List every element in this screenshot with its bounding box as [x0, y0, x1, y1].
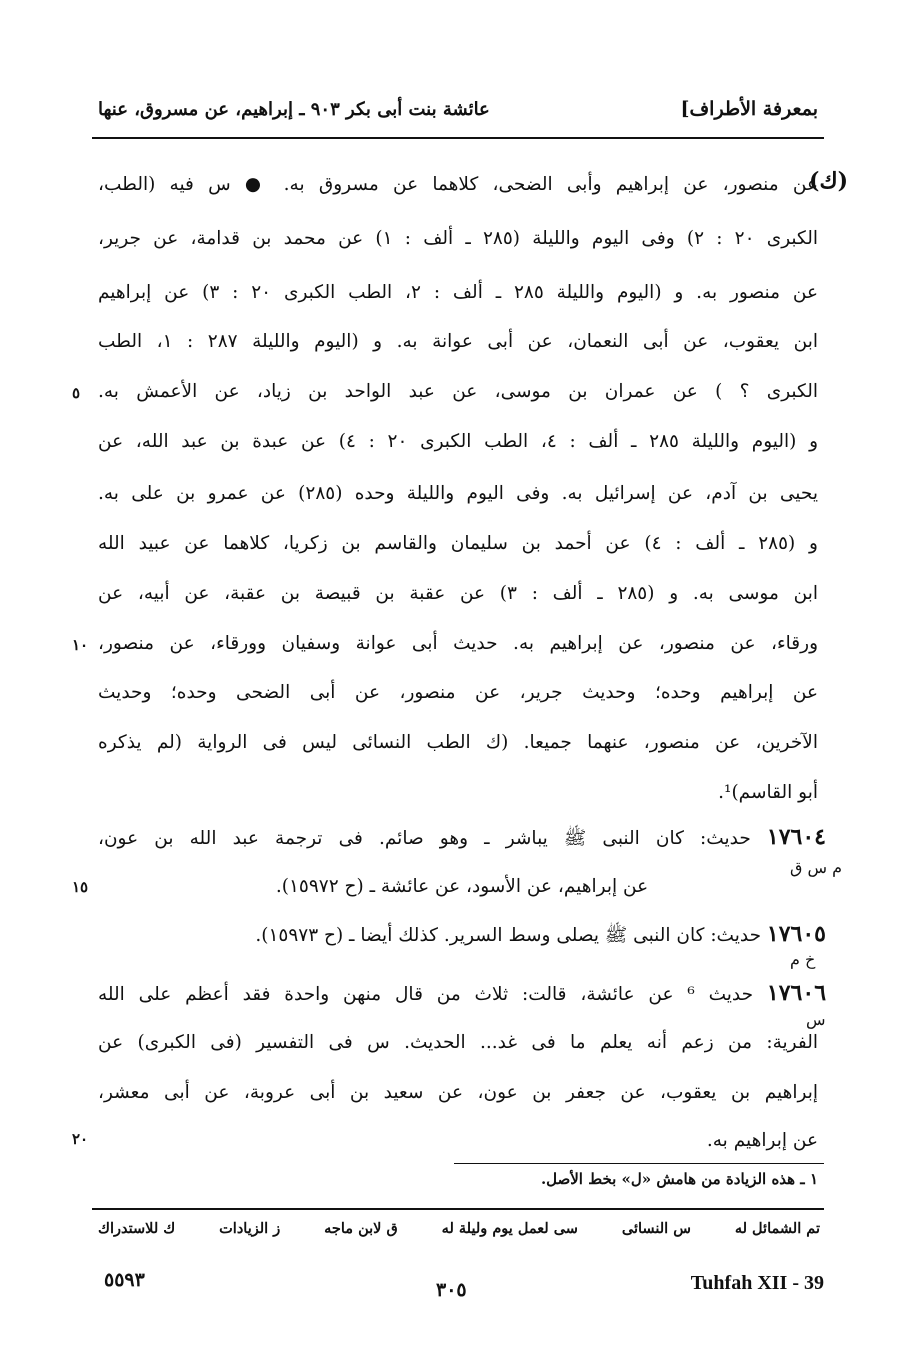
volume-signature: Tuhfah XII - 39 [690, 1272, 824, 1294]
running-head-title: عائشة بنت أبى بكر ٩٠٣ ـ إبراهيم، عن مسروق، عنها [98, 98, 490, 120]
header-rule [92, 137, 824, 139]
entry-number: ١٧٦٠٥ [766, 921, 826, 947]
hadith-entry-17604 [98, 820, 826, 854]
text-line: ابن موسى به. و (٢٨٥ ـ ألف : ٣) عن عقبة بن قبيصة بن عقبة، عن أبيه، عن [98, 583, 818, 604]
legend-item: ق لابن ماجه [324, 1220, 398, 1237]
text-line: الآخرين، عن منصور، عنهما جميعا. (ك الطب النسائى ليس فى الرواية (لم يذكره [98, 732, 818, 753]
running-head-section: بمعرفة الأطراف] [680, 98, 818, 120]
hadith-entry-17605 [98, 917, 826, 951]
line-number: ٢٠ [72, 1130, 89, 1148]
footnote: ١ ـ هذه الزيادة من هامش «ل» بخط الأصل. [540, 1170, 818, 1188]
entry-text: عن إبراهيم، عن الأسود، عن عائشة ـ (ح ١٥٩٧٢). [275, 876, 649, 897]
line-number: ١٥ [72, 878, 89, 896]
legend-rule [92, 1208, 824, 1210]
text-line: عن إبراهيم به. [706, 1130, 818, 1151]
page-number: ٣٠٥ [436, 1279, 467, 1301]
text-line: يحيى بن آدم، عن إسرائيل به. وفى اليوم والليلة وحده (٢٨٥) عن عمرو بن على به. [98, 483, 818, 504]
text-line: أبو القاسم)¹. [718, 782, 818, 803]
legend-item: ك للاستدراك [98, 1220, 176, 1237]
text-line: و (٢٨٥ ـ ألف : ٤) عن أحمد بن سليمان والقاسم بن زكريا، كلاهما عن عبيد الله [98, 533, 818, 554]
entry-sigla: م س ق [790, 858, 843, 877]
legend-item: س النسائى [621, 1220, 691, 1237]
running-head [98, 92, 818, 126]
text-line: إبراهيم بن يعقوب، عن جعفر بن عون، عن سعيد بن أبى عروبة، عن أبى معشر، [98, 1082, 818, 1103]
legend-item: سى لعمل يوم وليلة له [441, 1220, 578, 1237]
legend-item: تم الشمائل له [734, 1220, 820, 1237]
abbreviation-legend [98, 1220, 820, 1237]
text-line: الكبرى ٢٠ : ٢) وفى اليوم والليلة (٢٨٥ ـ ألف : ١) عن محمد بن قدامة، عن جرير، [98, 228, 818, 249]
text-line: عن منصور به. و (اليوم والليلة ٢٨٥ ـ ألف : ٢، الطب الكبرى ٢٠ : ٣) عن إبراهيم [98, 282, 818, 303]
text-line: و (اليوم والليلة ٢٨٥ ـ ألف : ٤، الطب الكبرى ٢٠ : ٤) عن عبدة بن عبد الله، عن [98, 431, 818, 452]
legend-item: ز الزيادات [219, 1220, 281, 1237]
text-line: الفرية: من زعم أنه يعلم ما فى غد... الحديث. س فى التفسير (فى الكبرى) عن [98, 1032, 818, 1053]
entry-text: حديث ⁶ عن عائشة، قالت: ثلاث من قال منهن واحدة فقد أعظم على الله [98, 984, 754, 1005]
siglum-mark: (ك) [809, 168, 848, 194]
entry-sigla: خ م [790, 950, 816, 969]
hadith-entry-17606 [98, 976, 826, 1010]
footer-running-number: ٥٥٩٣ [104, 1269, 145, 1291]
line-number: ١٠ [72, 636, 89, 654]
entry-sigla: س [806, 1010, 826, 1029]
entry-number: ١٧٦٠٤ [766, 824, 826, 850]
entry-text: حديث: كان النبى ﷺ يصلى وسط السرير. كذلك أيضا ـ (ح ١٥٩٧٣). [255, 925, 762, 946]
text-line: عن منصور، عن إبراهيم وأبى الضحى، كلاهما عن مسروق به. ● س فيه (الطب، [98, 174, 818, 195]
footnote-rule [454, 1163, 824, 1164]
line-number: ٥ [72, 384, 81, 402]
text-line: عن إبراهيم وحده؛ وحديث جرير، عن منصور، عن أبى الضحى وحده؛ وحديث [98, 682, 818, 703]
entry-number: ١٧٦٠٦ [766, 980, 826, 1006]
entry-text: حديث: كان النبى ﷺ يباشر ـ وهو صائم. فى ترجمة عبد الله بن عون، [98, 828, 751, 849]
text-line: ورقاء، عن منصور، عن إبراهيم به. حديث أبى عوانة وسفيان وورقاء، عن منصور، [98, 633, 818, 654]
text-line: ابن يعقوب، عن أبى النعمان، عن أبى عوانة به. و (اليوم والليلة ٢٨٧ : ١، الطب [98, 331, 818, 352]
text-line: الكبرى ؟ ) عن عمران بن موسى، عن عبد الواحد بن زياد، عن الأعمش به. [98, 381, 818, 402]
